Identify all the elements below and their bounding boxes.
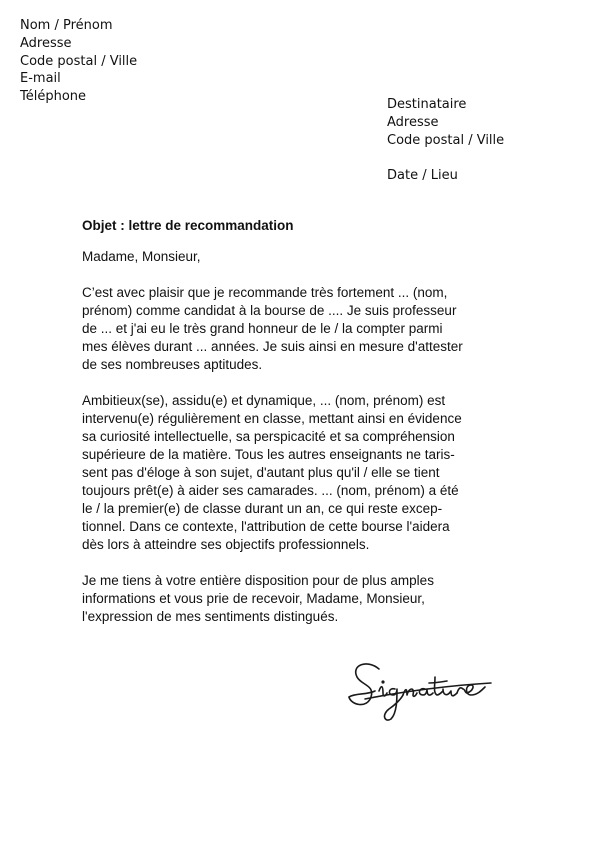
paragraph-line: sa curiosité intellectuelle, sa perspicacité et sa compréhension: [82, 429, 455, 444]
paragraph-line: Je me tiens à votre entière disposition pour de plus amples: [82, 573, 434, 588]
sender-block: [20, 17, 137, 106]
sender-address: Adresse: [20, 35, 72, 51]
letter-paragraph-intro: [82, 284, 512, 374]
paragraph-line: supérieure de la matière. Tous les autres enseignants ne taris-: [82, 447, 455, 462]
recipient-postal-city: Code postal / Ville: [387, 132, 505, 148]
paragraph-line: C’est avec plaisir que je recommande très fortement ... (nom,: [82, 285, 448, 300]
paragraph-line: de ... et j'ai eu le très grand honneur de le / la compter parmi: [82, 321, 443, 336]
recipient-name: Destinataire: [387, 97, 467, 112]
letter-subject: Objet : lettre de recommandation: [82, 218, 294, 233]
paragraph-line: intervenu(e) régulièrement en classe, mettant ainsi en évidence: [82, 411, 462, 426]
letter-body: [82, 217, 512, 644]
paragraph-line: dès lors à atteindre ses objectifs professionnels.: [82, 537, 370, 552]
paragraph-line: de ses nombreuses aptitudes.: [82, 357, 263, 372]
sender-phone: Téléphone: [20, 89, 87, 105]
paragraph-line: sent pas d'éloge à son sujet, d'autant plus qu'il / elle se tient: [82, 465, 440, 480]
letter-paragraph-closing: [82, 572, 512, 626]
paragraph-line: mes élèves durant ... années. Je suis ainsi en mesure d'attester: [82, 339, 463, 354]
sender-email: E-mail: [20, 71, 61, 87]
handwritten-signature: [345, 655, 495, 727]
recipient-block: [387, 96, 504, 185]
paragraph-line: le / la premier(e) de classe durant un an, ce qui reste excep-: [82, 501, 443, 516]
paragraph-line: Ambitieux(se), assidu(e) et dynamique, ... (nom, prénom) est: [82, 393, 446, 408]
paragraph-line: informations et vous prie de recevoir, Madame, Monsieur,: [82, 591, 425, 606]
paragraph-line: l'expression de mes sentiments distingués.: [82, 609, 339, 624]
paragraph-line: toujours prêt(e) à aider ses camarades. ... (nom, prénom) a été: [82, 483, 459, 498]
paragraph-line: prénom) comme candidat à la bourse de .... Je suis professeur: [82, 303, 457, 318]
recipient-address: Adresse: [387, 114, 439, 130]
sender-postal-city: Code postal / Ville: [20, 53, 138, 69]
letter-date-place: Date / Lieu: [387, 168, 458, 184]
sender-name: Nom / Prénom: [20, 18, 113, 33]
paragraph-line: tionnel. Dans ce contexte, l'attribution de cette bourse l'aidera: [82, 519, 450, 534]
letter-paragraph-qualities: [82, 392, 512, 554]
letter-salutation: Madame, Monsieur,: [82, 249, 201, 264]
